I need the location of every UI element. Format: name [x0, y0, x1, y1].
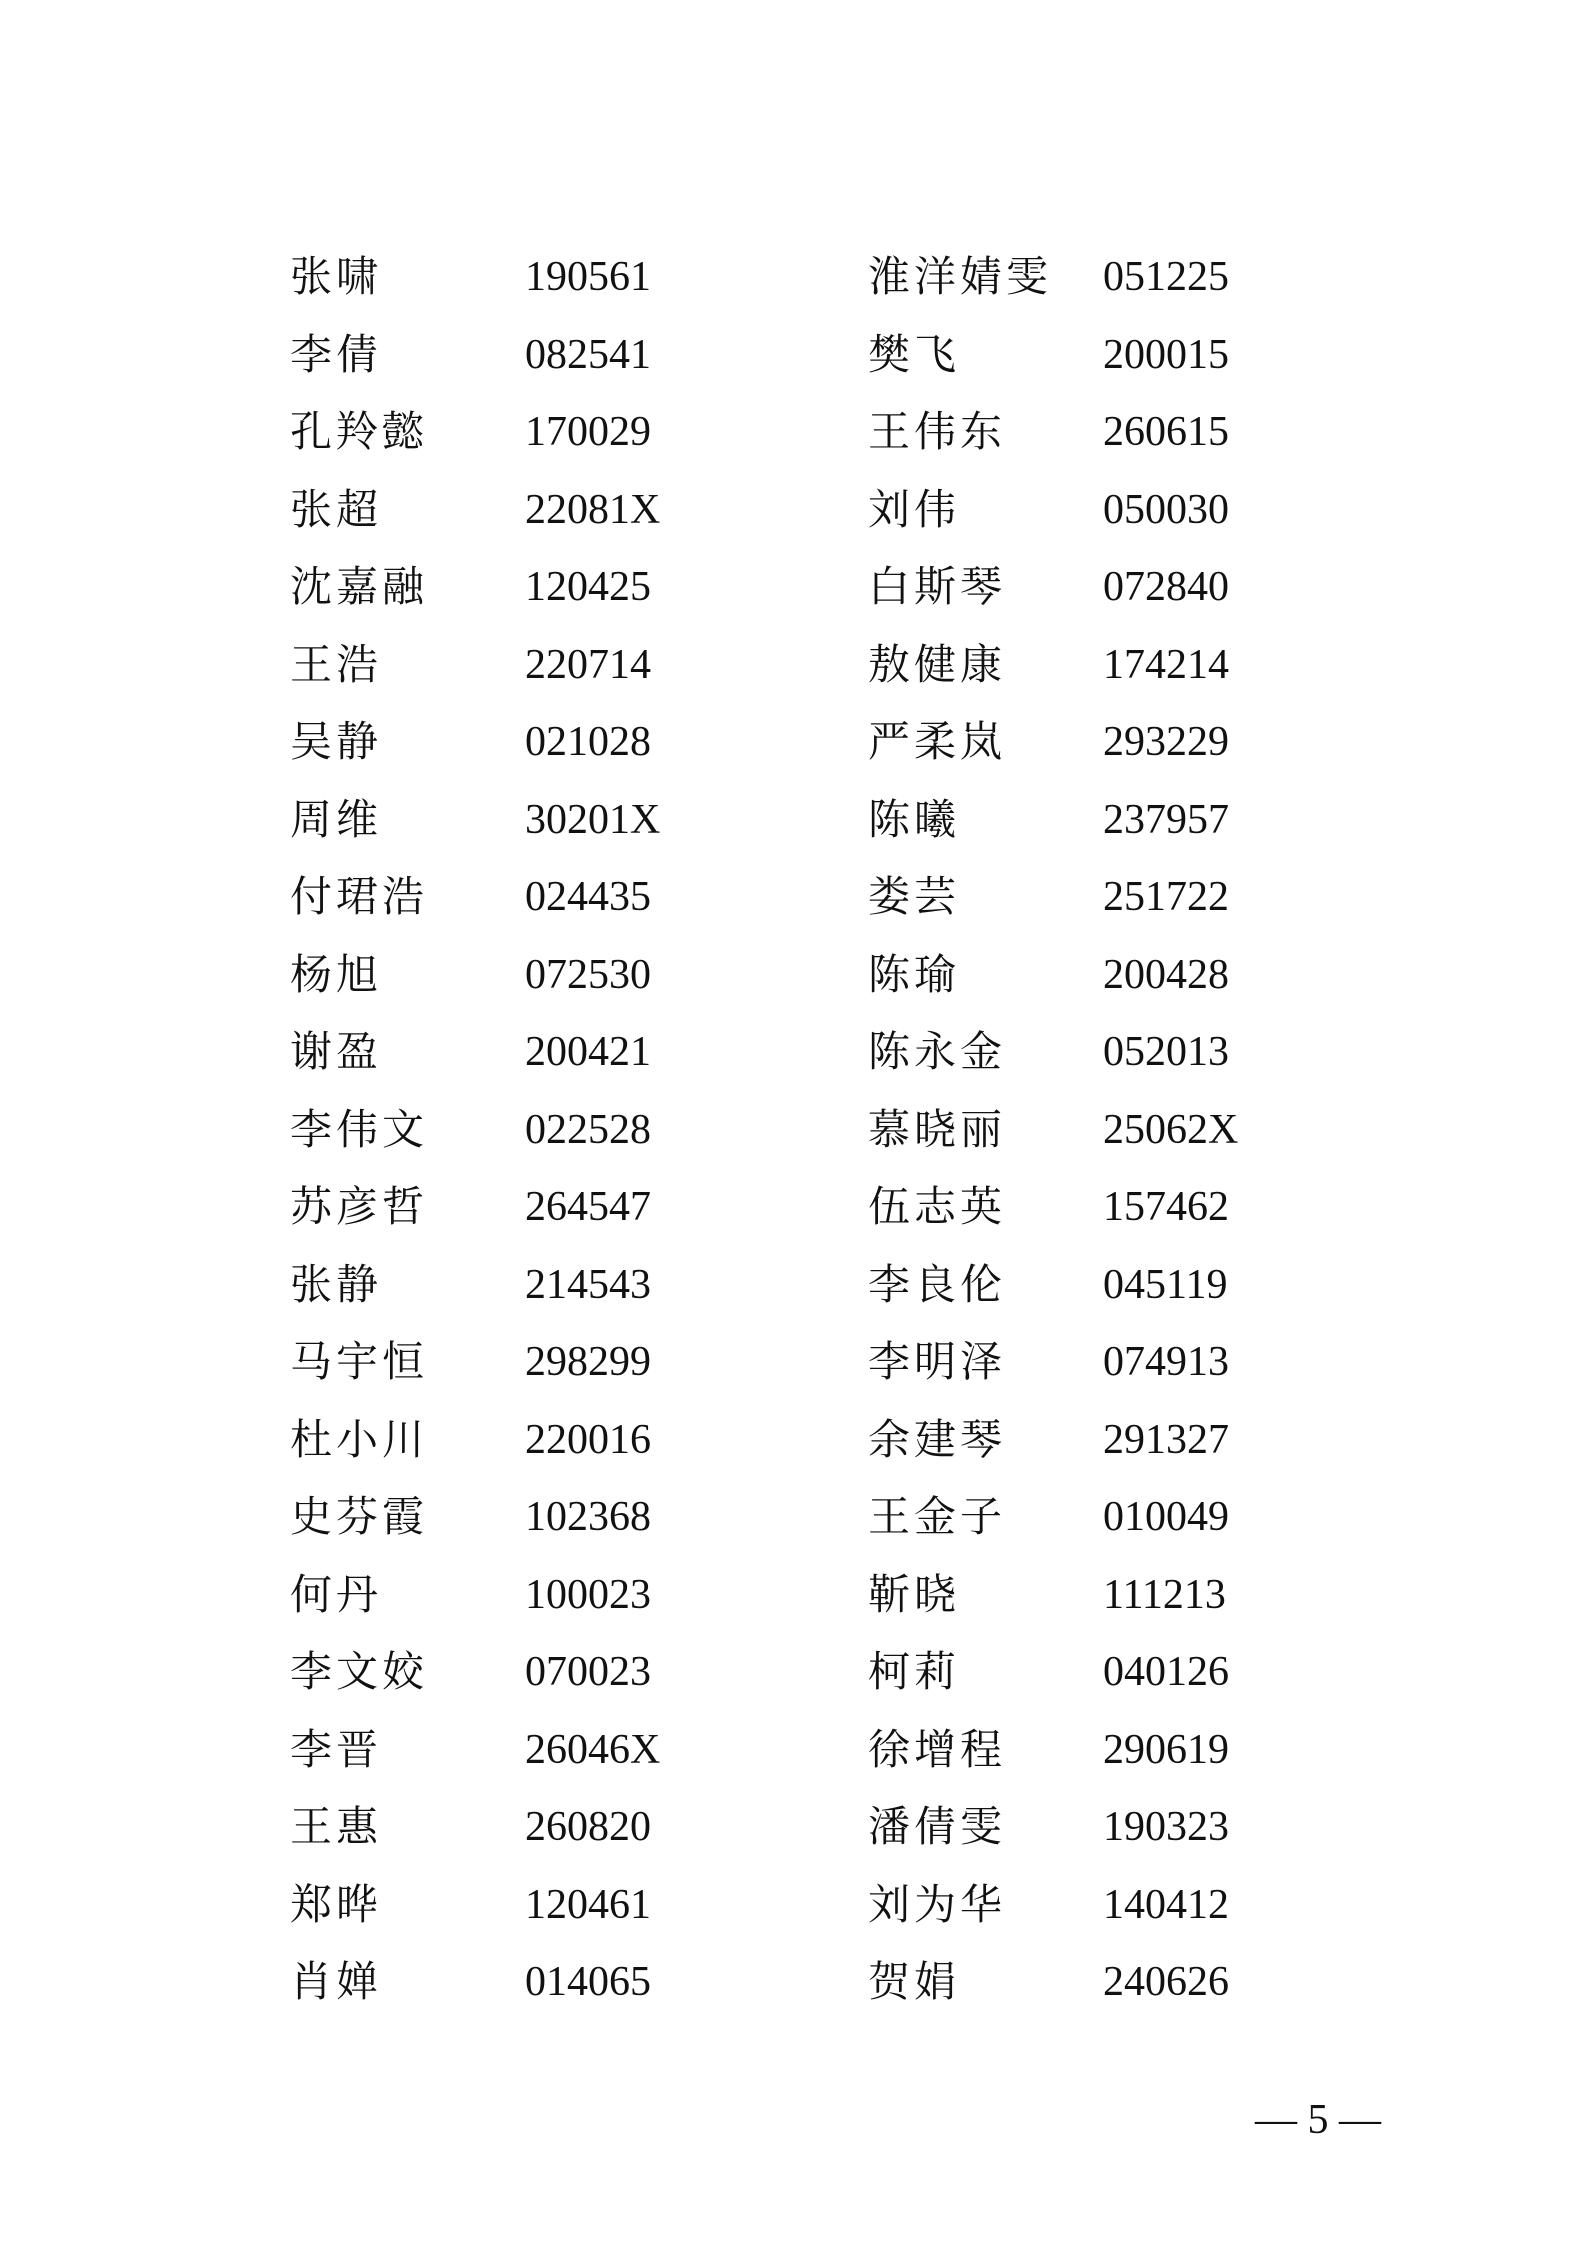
person-name: 李明泽 — [868, 1337, 1007, 1386]
person-name: 徐增程 — [868, 1724, 1007, 1774]
person-name: 王惠 — [290, 1802, 383, 1851]
id-code: 022528 — [525, 1106, 651, 1153]
id-code: 052013 — [1103, 1029, 1229, 1075]
person-name: 柯莉 — [868, 1647, 961, 1696]
person-name: 孔羚懿 — [290, 407, 429, 456]
page-number: — 5 — — [1255, 2097, 1381, 2143]
id-code: 051225 — [1103, 254, 1229, 300]
id-code: 082541 — [525, 331, 651, 378]
id-code: 045119 — [1103, 1261, 1228, 1308]
person-name: 刘为华 — [868, 1879, 1007, 1929]
id-code: 102368 — [525, 1494, 651, 1540]
id-code: 298299 — [525, 1339, 651, 1385]
id-code: 200421 — [525, 1029, 651, 1075]
person-name: 白斯琴 — [868, 562, 1007, 611]
id-code: 040126 — [1103, 1649, 1229, 1695]
person-name: 潘倩雯 — [868, 1802, 1007, 1851]
person-name: 李倩 — [290, 329, 383, 379]
id-code: 050030 — [1103, 486, 1229, 533]
person-name: 马宇恒 — [290, 1337, 429, 1386]
person-name: 靳晓 — [868, 1569, 961, 1619]
person-name: 李晋 — [290, 1724, 383, 1774]
person-name: 谢盈 — [290, 1027, 383, 1076]
person-name: 王金子 — [868, 1492, 1007, 1541]
person-name: 肖婵 — [290, 1957, 383, 2006]
id-code: 074913 — [1103, 1339, 1229, 1385]
id-code: 190561 — [525, 254, 651, 300]
person-name: 周维 — [290, 794, 383, 844]
id-code: 25062X — [1103, 1106, 1239, 1153]
id-code: 264547 — [525, 1184, 651, 1230]
id-code: 174214 — [1103, 641, 1229, 688]
person-name: 陈曦 — [868, 794, 961, 844]
person-name: 何丹 — [290, 1569, 383, 1619]
id-code: 190323 — [1103, 1804, 1229, 1850]
person-name: 李伟文 — [290, 1104, 429, 1154]
id-code: 30201X — [525, 796, 661, 843]
id-code: 072530 — [525, 951, 651, 998]
person-name: 王伟东 — [868, 407, 1007, 456]
id-code: 070023 — [525, 1649, 651, 1695]
person-name: 张啸 — [290, 252, 383, 301]
person-name: 吴静 — [290, 717, 383, 766]
person-name: 郑晔 — [290, 1879, 383, 1929]
id-code: 024435 — [525, 874, 651, 920]
person-name: 樊飞 — [868, 329, 961, 379]
person-name: 伍志英 — [868, 1182, 1007, 1231]
person-name: 贺娟 — [868, 1957, 961, 2006]
id-code: 290619 — [1103, 1726, 1229, 1773]
id-code: 220714 — [525, 641, 651, 688]
id-code: 214543 — [525, 1261, 651, 1308]
person-name: 陈瑜 — [868, 949, 961, 999]
id-code: 140412 — [1103, 1881, 1229, 1928]
id-code: 237957 — [1103, 796, 1229, 843]
id-code: 200015 — [1103, 331, 1229, 378]
person-name: 王浩 — [290, 639, 383, 689]
id-code: 251722 — [1103, 874, 1229, 920]
person-name: 敖健康 — [868, 639, 1007, 689]
id-code: 010049 — [1103, 1494, 1229, 1540]
id-code: 100023 — [525, 1571, 651, 1618]
person-name: 李文姣 — [290, 1647, 429, 1696]
id-code: 014065 — [525, 1959, 651, 2005]
person-name: 张超 — [290, 484, 383, 534]
person-name: 淮洋婧雯 — [868, 252, 1053, 301]
id-code: 021028 — [525, 719, 651, 765]
id-code: 072840 — [1103, 564, 1229, 610]
person-name: 张静 — [290, 1259, 383, 1309]
person-name: 余建琴 — [868, 1414, 1007, 1464]
id-code: 293229 — [1103, 719, 1229, 765]
person-name: 杨旭 — [290, 949, 383, 999]
id-code: 291327 — [1103, 1416, 1229, 1463]
id-code: 111213 — [1103, 1571, 1226, 1618]
person-name: 苏彦哲 — [290, 1182, 429, 1231]
person-name: 沈嘉融 — [290, 562, 429, 611]
id-code: 157462 — [1103, 1184, 1229, 1230]
id-code: 120461 — [525, 1881, 651, 1928]
person-name: 李良伦 — [868, 1259, 1007, 1309]
id-code: 260820 — [525, 1804, 651, 1850]
id-code: 170029 — [525, 409, 651, 455]
person-name: 娄芸 — [868, 872, 961, 921]
person-name: 严柔岚 — [868, 717, 1007, 766]
person-name: 付珺浩 — [290, 872, 429, 921]
id-code: 22081X — [525, 486, 661, 533]
person-name: 慕晓丽 — [868, 1104, 1007, 1154]
id-code: 26046X — [525, 1726, 661, 1773]
id-code: 120425 — [525, 564, 651, 610]
id-code: 260615 — [1103, 409, 1229, 455]
id-code: 220016 — [525, 1416, 651, 1463]
person-name: 刘伟 — [868, 484, 961, 534]
person-name: 杜小川 — [290, 1414, 429, 1464]
person-name: 陈永金 — [868, 1027, 1007, 1076]
person-name: 史芬霞 — [290, 1492, 429, 1541]
id-code: 200428 — [1103, 951, 1229, 998]
id-code: 240626 — [1103, 1959, 1229, 2005]
